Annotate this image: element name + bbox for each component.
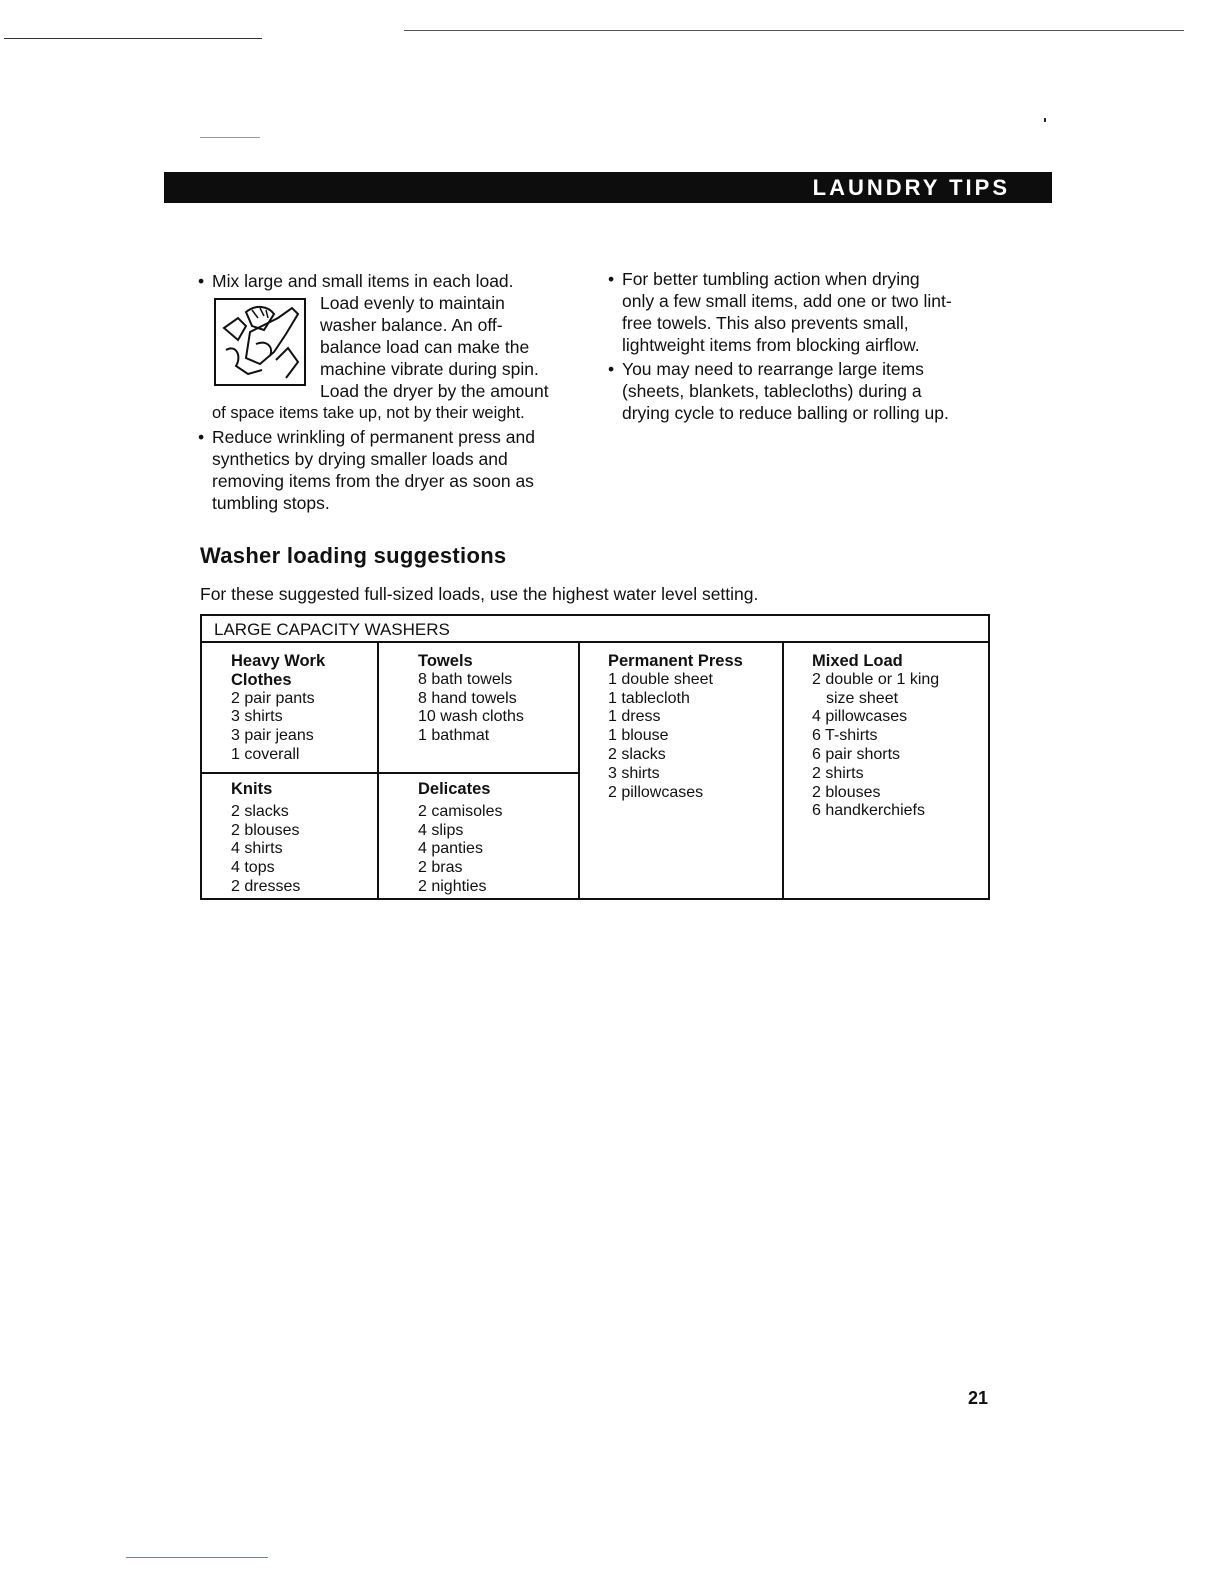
tip-line: lightweight items from blocking airflow.: [622, 335, 920, 355]
list-item: 2 camisoles: [418, 802, 503, 820]
cell-heading: Heavy Work: [231, 652, 326, 670]
cell-mixed-load: [812, 652, 939, 821]
list-item: 8 hand towels: [418, 689, 517, 707]
tip-line: • Mix large and small items in each load.: [212, 271, 514, 291]
cell-heading: Mixed Load: [812, 652, 903, 670]
tip-line: washer balance. An off-: [320, 315, 503, 335]
scan-mark: [1044, 118, 1046, 122]
list-item: 6 pair shorts: [812, 745, 901, 763]
list-item: 2 blouses: [231, 821, 300, 839]
list-item: 1 tablecloth: [608, 689, 690, 707]
tip-line: synthetics by drying smaller loads and: [212, 449, 508, 469]
table-caption: LARGE CAPACITY WASHERS: [214, 620, 450, 639]
washer-loading-table: [200, 614, 990, 900]
tip-rearrange: [608, 358, 998, 424]
list-item: 3 pair jeans: [231, 727, 314, 745]
tip-line: tumbling stops.: [212, 493, 330, 513]
list-item: 6 T-shirts: [812, 727, 878, 745]
cell-heading: Clothes: [231, 670, 292, 689]
page-title: LAUNDRY TIPS: [812, 175, 1010, 200]
cell-heading: Towels: [418, 652, 473, 670]
cell-knits: [231, 780, 300, 897]
list-item: 2 slacks: [608, 745, 666, 763]
list-item: 1 bathmat: [418, 727, 490, 745]
tip-line: drying cycle to reduce balling or rolling up.: [622, 403, 949, 423]
table-divider: [782, 642, 784, 900]
tip-line: of space items take up, not by their weight.: [212, 404, 525, 422]
table-divider: [578, 642, 580, 900]
list-item: 2 bras: [418, 859, 463, 877]
list-item: 1 double sheet: [608, 670, 713, 688]
tip-line: (sheets, blankets, tablecloths) during a: [622, 381, 922, 401]
list-item: 4 pillowcases: [812, 708, 908, 726]
cell-heading: Delicates: [418, 780, 491, 798]
cell-heading: Permanent Press: [608, 652, 743, 670]
list-item: 1 coverall: [231, 745, 300, 763]
list-item: 2 pillowcases: [608, 783, 704, 801]
list-item: 2 nighties: [418, 877, 487, 895]
list-item: size sheet: [826, 689, 899, 707]
tip-reduce-wrinkling: [198, 426, 578, 514]
tip-line: machine vibrate during spin.: [320, 359, 539, 379]
header-bar: [164, 172, 1052, 203]
scan-line-bottom: [126, 1557, 268, 1558]
list-item: 2 dresses: [231, 877, 301, 895]
cell-heavy-work: [231, 652, 325, 765]
scan-speck: [200, 137, 260, 138]
tip-line: • For better tumbling action when drying: [622, 269, 920, 289]
tip-line: Load the dryer by the amount: [320, 381, 549, 401]
tip-line: free towels. This also prevents small,: [622, 313, 909, 333]
list-item: 2 slacks: [231, 802, 289, 820]
scan-line-left: [4, 38, 262, 39]
tip-line: • Reduce wrinkling of permanent press and: [212, 427, 535, 447]
cell-heading: Knits: [231, 780, 273, 798]
section-intro: For these suggested full-sized loads, use the highest water level setting.: [200, 584, 759, 604]
scan-line-right: [404, 30, 1184, 31]
list-item: 2 double or 1 king: [812, 670, 940, 688]
cell-delicates: [418, 780, 502, 897]
list-item: 10 wash cloths: [418, 708, 524, 726]
right-column: [608, 268, 998, 426]
list-item: 1 dress: [608, 708, 661, 726]
tip-line: Load evenly to maintain: [320, 293, 505, 313]
section-heading: Washer loading suggestions: [200, 543, 507, 568]
load-balance-illustration: [214, 298, 306, 386]
cell-towels: [418, 652, 524, 746]
tip-line: only a few small items, add one or two lint-: [622, 291, 952, 311]
tip-line: • You may need to rearrange large items: [622, 359, 924, 379]
list-item: 2 blouses: [812, 783, 881, 801]
tip-mix-loads: [198, 270, 578, 424]
list-item: 3 shirts: [608, 764, 660, 782]
table-divider: [377, 642, 379, 900]
table-rule: [202, 641, 988, 643]
list-item: 4 shirts: [231, 840, 283, 858]
tip-line: removing items from the dryer as soon as: [212, 471, 534, 491]
tip-tumbling: [608, 268, 998, 356]
list-item: 1 blouse: [608, 727, 669, 745]
list-item: 3 shirts: [231, 708, 283, 726]
list-item: 4 tops: [231, 859, 275, 877]
list-item: 4 panties: [418, 840, 483, 858]
clothes-icon: [216, 300, 304, 384]
list-item: 6 handkerchiefs: [812, 802, 925, 820]
list-item: 4 slips: [418, 821, 464, 839]
table-rule: [202, 772, 580, 774]
tip-line: balance load can make the: [320, 337, 530, 357]
page-number: 21: [968, 1388, 989, 1408]
cell-permanent-press: [608, 652, 743, 802]
list-item: 8 bath towels: [418, 670, 513, 688]
list-item: 2 pair pants: [231, 689, 315, 707]
list-item: 2 shirts: [812, 764, 864, 782]
left-column: [198, 270, 578, 516]
